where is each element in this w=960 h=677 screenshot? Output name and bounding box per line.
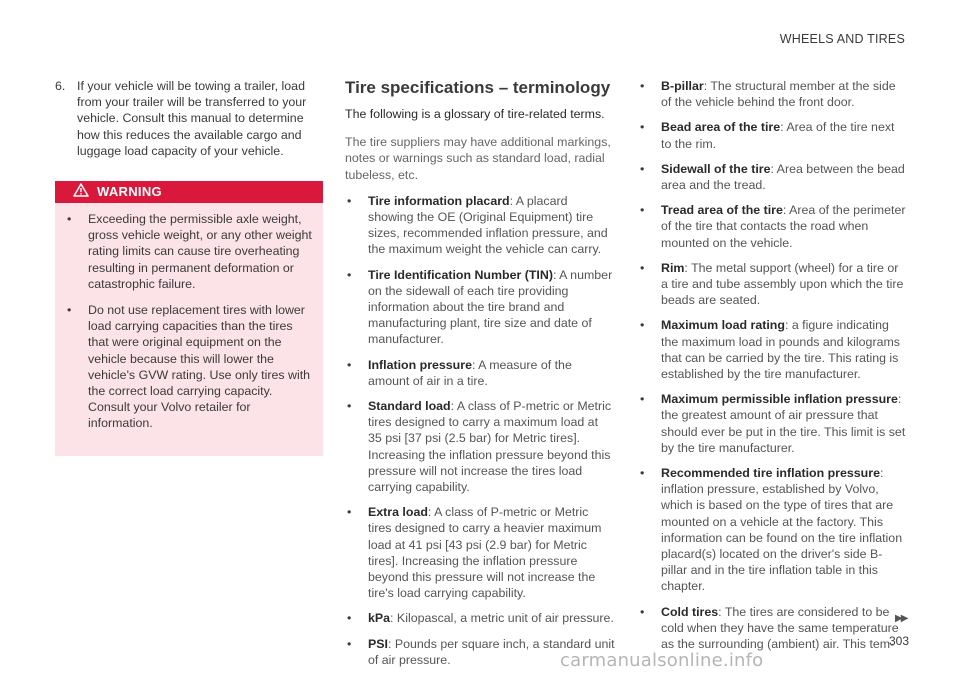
glossary-item bbox=[638, 78, 908, 110]
warning-list bbox=[55, 203, 323, 432]
bullet-marker: • bbox=[640, 161, 645, 176]
bullet-marker: • bbox=[347, 267, 352, 282]
warning-box bbox=[55, 181, 323, 456]
bullet-marker: • bbox=[347, 193, 352, 208]
glossary-item bbox=[345, 267, 615, 348]
right-column bbox=[638, 78, 908, 661]
item-text: If your vehicle will be towing a trailer, load from your trailer will be transferred to your vehicle. Consult this manual to determine how this reduces the available cargo and luggage load capacity of your vehicle. bbox=[77, 79, 307, 158]
glossary-term: Standard load bbox=[368, 399, 451, 414]
glossary-definition: : the greatest amount of air pressure that should ever be put in the tire. This limit is set by the tire manufacturer. bbox=[661, 392, 906, 455]
warning-header bbox=[55, 181, 323, 203]
glossary-term: Recommended tire inflation pressure bbox=[661, 466, 880, 481]
bullet-marker: • bbox=[640, 392, 645, 407]
warning-item bbox=[65, 302, 313, 432]
glossary-term: Cold tires bbox=[661, 604, 719, 619]
middle-column bbox=[345, 78, 615, 677]
glossary-definition: : Area of the tire next to the rim. bbox=[661, 120, 895, 151]
glossary-item bbox=[345, 357, 615, 389]
glossary-term: Maximum load rating bbox=[661, 318, 785, 333]
section-title: Tire specifications – terminology bbox=[345, 78, 611, 97]
glossary-definition: : Kilopascal, a metric unit of air pressure. bbox=[390, 611, 614, 626]
glossary-definition: : Pounds per square inch, a standard unit of air pressure. bbox=[368, 636, 615, 667]
glossary-term: Tire Identification Number (TIN) bbox=[368, 267, 553, 282]
glossary-definition: : A measure of the amount of air in a tire. bbox=[368, 357, 572, 388]
bullet-marker: • bbox=[347, 636, 352, 651]
glossary-term: Inflation pressure bbox=[368, 357, 472, 372]
item-number: 6. bbox=[55, 79, 66, 93]
bullet-marker: • bbox=[640, 120, 645, 135]
glossary-item bbox=[345, 193, 615, 258]
glossary-definition: : Area of the perimeter of the tire that contacts the road when mounted on the vehicle. bbox=[661, 203, 906, 250]
glossary-term: Tread area of the tire bbox=[661, 203, 783, 218]
warning-triangle-icon bbox=[73, 183, 97, 201]
numbered-item-6 bbox=[55, 78, 323, 159]
glossary-definition: : inflation pressure, established by Volvo, which is based on the type of tires that are mounted on a vehicle at the factory. This information can be found on the tire inflation placard(s) located on the driver's side B-pillar and in the tire inflation table in this chapter. bbox=[661, 466, 903, 594]
glossary-term: Tire information placard bbox=[368, 193, 510, 208]
glossary-item bbox=[638, 465, 908, 595]
glossary-item bbox=[345, 398, 615, 495]
bullet-marker: • bbox=[640, 318, 645, 333]
glossary-term: Rim bbox=[661, 260, 685, 275]
glossary-item bbox=[638, 161, 908, 193]
glossary-definition: : Area between the bead area and the tread. bbox=[661, 161, 905, 193]
section-subtitle: The following is a glossary of tire-related terms. bbox=[345, 107, 605, 121]
warning-item bbox=[65, 211, 313, 292]
left-column bbox=[55, 78, 323, 456]
glossary-item bbox=[638, 391, 908, 456]
page-header-title: WHEELS AND TIRES bbox=[779, 32, 905, 46]
bullet-marker: • bbox=[347, 357, 352, 372]
glossary-term: Sidewall of the tire bbox=[661, 161, 771, 176]
bullet-marker: • bbox=[640, 79, 645, 93]
glossary-term: B-pillar bbox=[661, 79, 704, 93]
page-number: 303 bbox=[889, 634, 910, 648]
glossary-item bbox=[638, 202, 908, 251]
continued-next-page-icon: ▶▶ bbox=[895, 613, 907, 624]
bullet-marker: • bbox=[347, 505, 352, 520]
bullet-marker: • bbox=[640, 466, 645, 481]
glossary-term: Extra load bbox=[368, 505, 428, 520]
glossary-term: PSI bbox=[368, 636, 388, 651]
bullet-marker: • bbox=[67, 212, 72, 227]
glossary-item bbox=[345, 610, 615, 626]
bullet-marker: • bbox=[640, 203, 645, 218]
bullet-marker: • bbox=[67, 303, 72, 318]
glossary-term: Bead area of the tire bbox=[661, 120, 781, 135]
bullet-marker: • bbox=[347, 399, 352, 414]
glossary-item bbox=[638, 317, 908, 382]
warning-item-text: Do not use replacement tires with lower load carrying capacities than the tires that were original equipment on the vehicle because this will lower the vehicle's GVW rating. Use only tires with the correct load carrying capacity. Consult your Volvo retailer for information. bbox=[88, 303, 311, 431]
section-intro: The tire suppliers may have additional markings, notes or warnings such as standard load, radial tubeless, etc. bbox=[345, 135, 611, 182]
glossary-item bbox=[638, 119, 908, 151]
bullet-marker: • bbox=[640, 604, 645, 619]
glossary-definition: : A class of P-metric or Metric tires designed to carry a heavier maximum load at 41 psi [43 psi (2.9 bar) for Metric tires]. Increasing the inflation pressure beyond this pressure will not increase the tire's load carrying capability. bbox=[368, 505, 602, 601]
warning-title: WARNING bbox=[97, 183, 162, 199]
glossary-definition: : A class of P-metric or Metric tires designed to carry a maximum load at 35 psi [37 psi (2.5 bar) for Metric tires]. Increasing the inflation pressure beyond this pressure will not increase the tires load carrying capability. bbox=[368, 399, 612, 495]
glossary-item bbox=[345, 504, 615, 601]
glossary-definition: : A placard showing the OE (Original Equipment) tire sizes, recommended inflation pressure, and the maximum weight the vehicle can carry. bbox=[368, 193, 608, 257]
glossary-definition: : a figure indicating the maximum load in pounds and kilograms that can be carried by the tire. This rating is established by the tire manufacturer. bbox=[661, 318, 900, 382]
glossary-term: kPa bbox=[368, 611, 391, 626]
glossary-definition: : The structural member at the side of the vehicle behind the front door. bbox=[661, 79, 896, 110]
glossary-definition: : The metal support (wheel) for a tire or a tire and tube assembly upon which the tire beads are seated. bbox=[661, 260, 904, 308]
glossary-term: Maximum permissible inflation pressure bbox=[661, 392, 898, 407]
glossary-definition: : The tires are considered to be cold when they have the same temperature as the surrounding (ambient) air. This tem- bbox=[661, 604, 899, 652]
glossary-item bbox=[638, 260, 908, 309]
warning-item-text: Exceeding the permissible axle weight, gross vehicle weight, or any other weight rating limits can cause tire overheating resulting in permanent deformation or catastrophic failure. bbox=[88, 212, 312, 291]
glossary-item bbox=[638, 604, 908, 653]
glossary-definition: : A number on the sidewall of each tire providing information about the tire brand and manufacturing plant, tire size and date of manufacturer. bbox=[368, 267, 613, 347]
bullet-marker: • bbox=[347, 611, 352, 626]
bullet-marker: • bbox=[640, 260, 645, 275]
watermark: carmanualsonline.info bbox=[560, 650, 764, 671]
